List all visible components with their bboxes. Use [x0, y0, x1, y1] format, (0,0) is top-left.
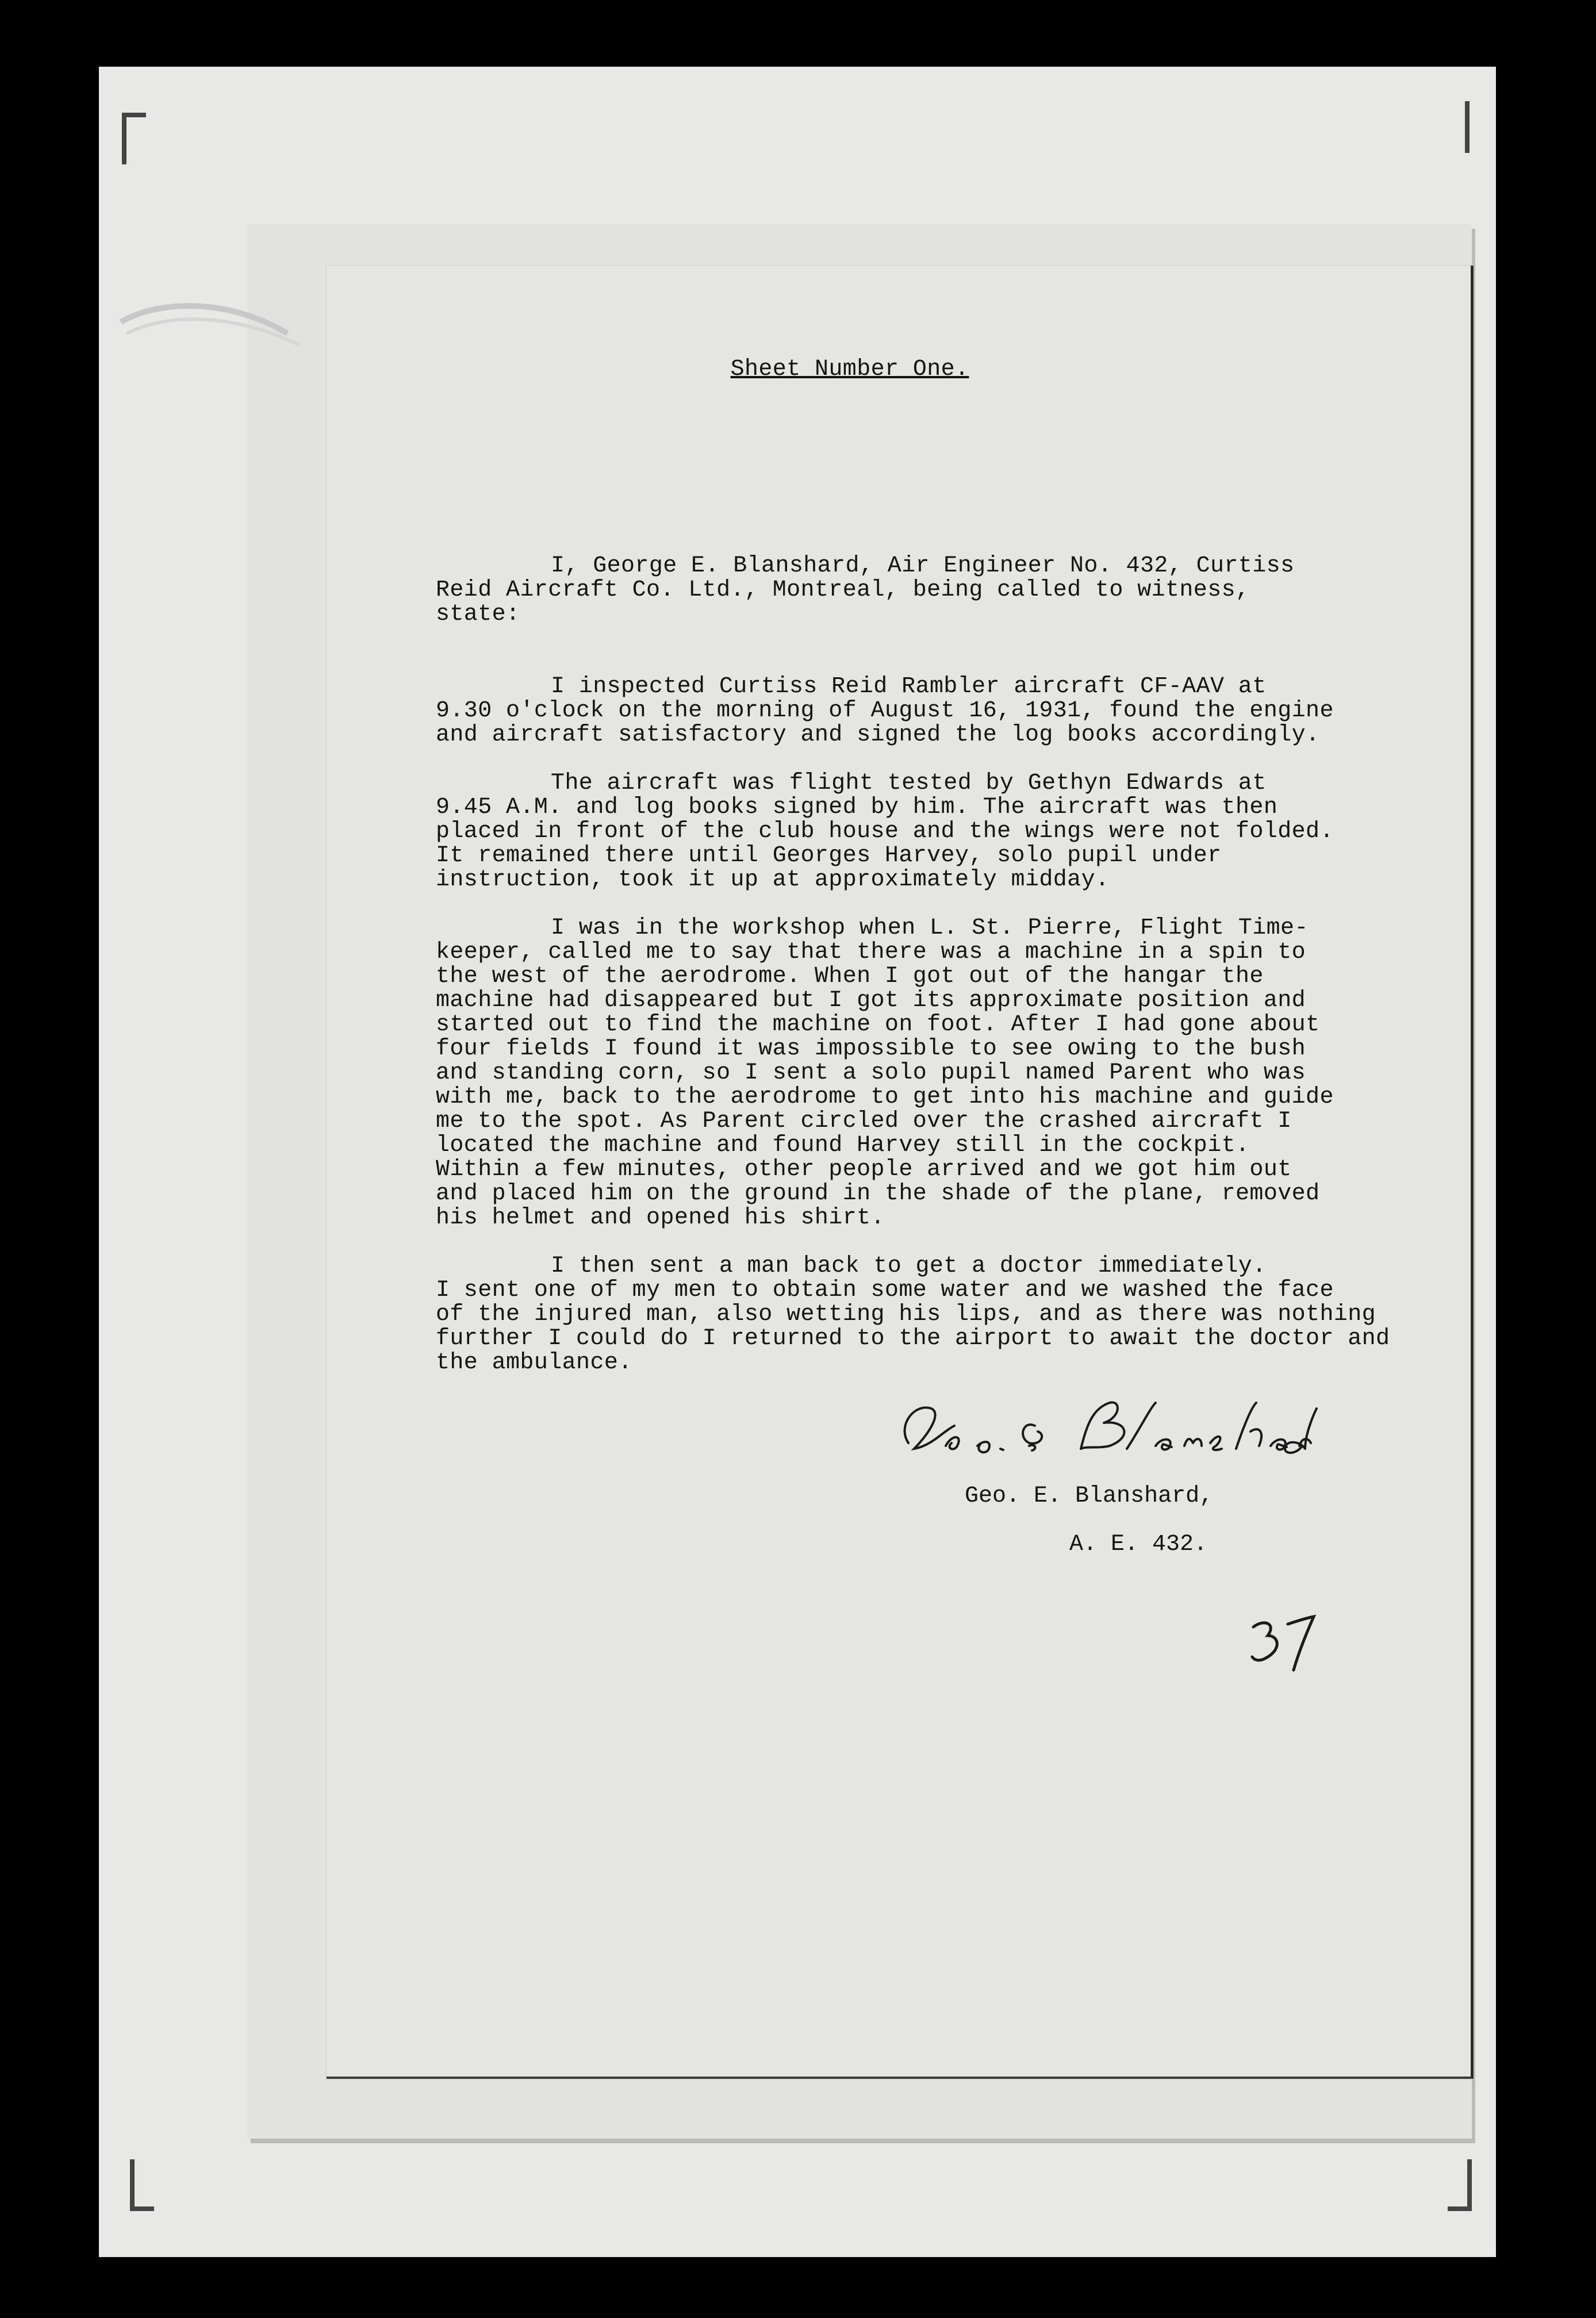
paragraph-flight-test-text: The aircraft was flight tested by Gethyn Edwards at 9.45 A.M. and log books signed by him. The aircraft was then placed in front of the club house and the wings were not folded. It remained there until Georges Harvey, solo pupil under instruction, took it up at approximately midday.	[436, 770, 1334, 893]
signer-name: Geo. E. Blanshard,	[965, 1483, 1214, 1509]
crop-mark-top-left-h	[122, 113, 146, 117]
paragraph-aftermath-text: I then sent a man back to get a doctor immediately. I sent one of my men to obtain some water and we washed the face of the injured man, also wetting his lips, and as there was nothing further I could do I returned to the airport to await the doctor and the ambulance.	[436, 1253, 1390, 1376]
document-content	[436, 358, 1413, 1399]
crop-mark-top-left	[122, 113, 126, 164]
crop-mark-bottom-right-h	[1448, 2206, 1472, 2211]
paragraph-inspection-text: I inspected Curtiss Reid Rambler aircraft CF-AAV at 9.30 o'clock on the morning of August 16, 1931, found the engine and aircraft satisfactory and signed the log books accordingly.	[436, 674, 1334, 748]
paragraph-intro-text: I, George E. Blanshard, Air Engineer No. 432, Curtiss Reid Aircraft Co. Ltd., Montreal, being called to witness, state:	[436, 553, 1295, 627]
document-page	[327, 266, 1474, 2079]
paragraph-intro	[436, 554, 1413, 627]
signer-title: A. E. 432.	[1069, 1532, 1208, 1557]
paragraph-aftermath	[436, 1254, 1413, 1375]
handwritten-page-number	[1242, 1610, 1322, 1679]
sheet-title: Sheet Number One.	[730, 356, 969, 382]
crop-mark-top-right	[1465, 101, 1470, 153]
crop-mark-bottom-right	[1467, 2159, 1472, 2211]
crop-mark-bottom-left	[130, 2159, 135, 2211]
paragraph-crash-text: I was in the workshop when L. St. Pierre, Flight Time- keeper, called me to say that there was a machine in a spin to the west of the aerodrome. When I got out of the hangar the machine had disappeared but I got its approximate position and started out to find the machine on foot. After I had gone about four fields I found it was impossible to see owing to the bush and standing corn, so I sent a solo pupil named Parent who was with me, back to the aerodrome to get into his machine and guide me to the spot. As Parent circled over the crashed aircraft I located the machine and found Harvey still in the cockpit. Within a few minutes, other people arrived and we got him out and placed him on the ground in the shade of the plane, removed his helmet and opened his shirt.	[436, 915, 1334, 1231]
handwritten-signature	[891, 1391, 1322, 1472]
paragraph-inspection	[436, 675, 1413, 747]
signer-block	[937, 1460, 1213, 1581]
crop-mark-bottom-left-h	[130, 2206, 154, 2211]
paragraph-flight-test	[436, 772, 1413, 892]
paragraph-crash	[436, 916, 1413, 1230]
